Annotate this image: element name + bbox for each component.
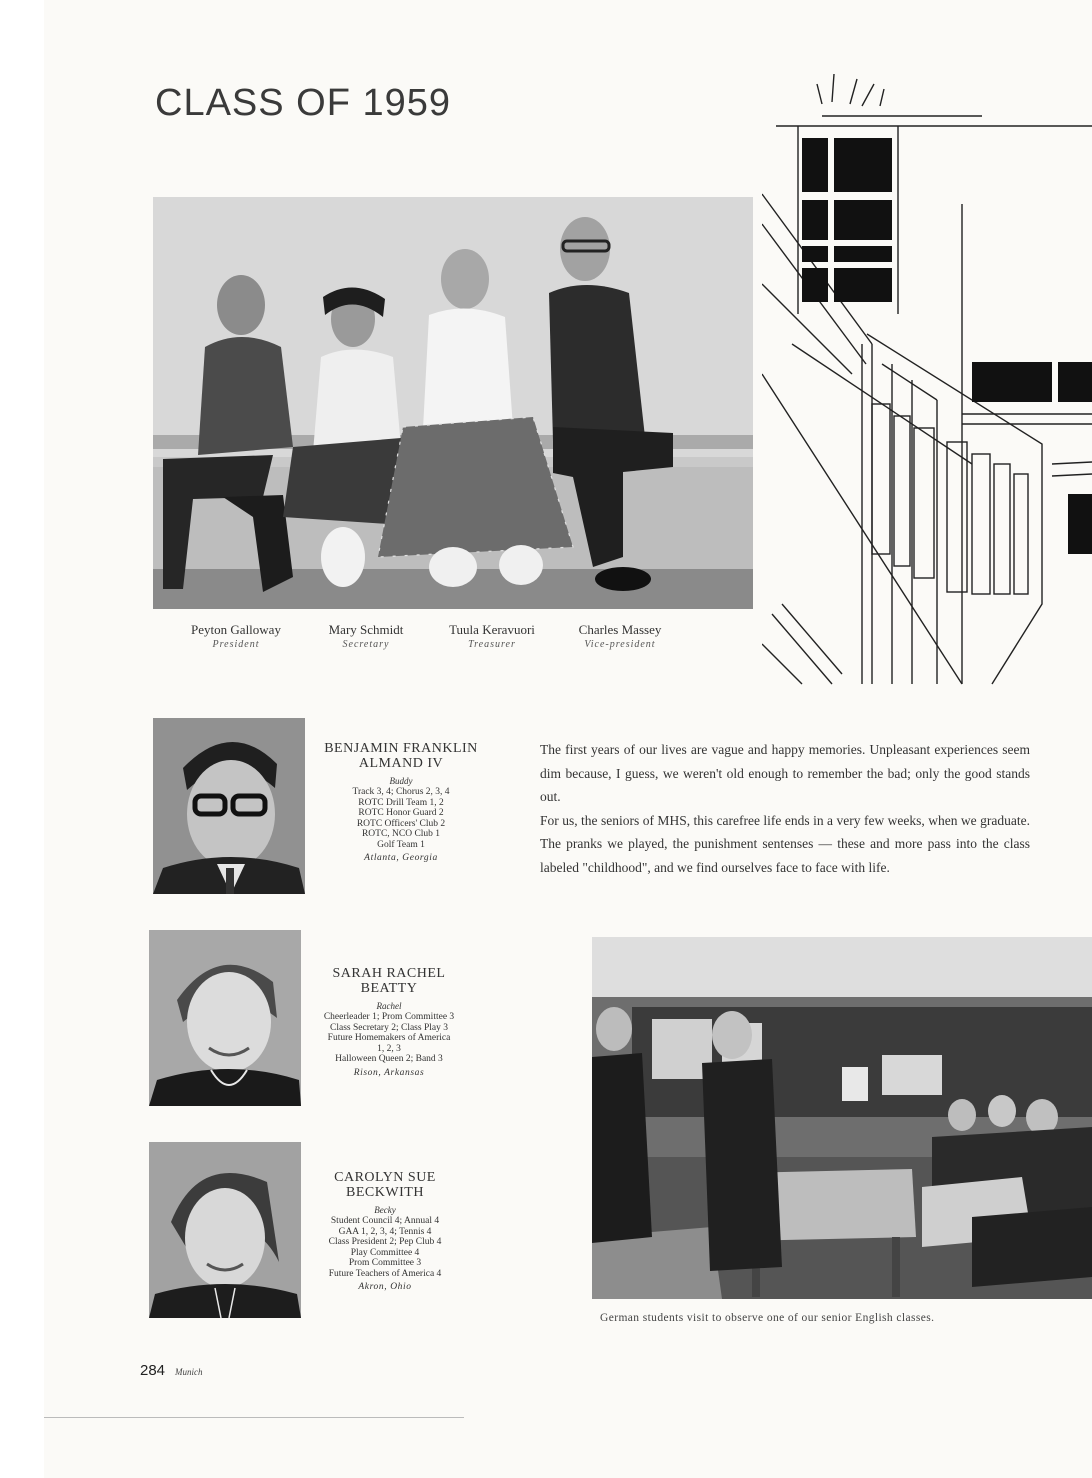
page-number: 284: [140, 1362, 166, 1379]
intro-paragraph: For us, the seniors of MHS, this carefree life ends in a very few weeks, when we graduate. The pranks we played, the punishment sentenses — these and more pass into the class labeled "childhood", and we find ourselves face to face with life.: [540, 812, 1030, 875]
senior-name: BENJAMIN FRANKLIN: [324, 741, 478, 756]
senior-portrait: [153, 718, 305, 894]
senior-name: SARAH RACHEL: [332, 966, 446, 981]
senior-name: CAROLYN SUE: [334, 1170, 436, 1185]
classroom-photo: [592, 937, 1092, 1299]
senior-activity: ROTC Officers' Club 2: [356, 818, 446, 829]
senior-activity: Golf Team 1: [377, 839, 425, 850]
senior-activity: GAA 1, 2, 3, 4; Tennis 4: [338, 1226, 432, 1237]
senior-nickname: Becky: [374, 1205, 396, 1215]
senior-activity: Halloween Queen 2; Band 3: [335, 1054, 443, 1064]
senior-hometown: Rison, Arkansas: [353, 1067, 425, 1078]
intro-paragraph: The first years of our lives are vague and happy memories. Unpleasant experiences seem dim because, I guess, we weren't old enough to remember the bad; only the good stands out.: [540, 742, 1030, 804]
officer-caption: [422, 622, 562, 651]
location-label: Munich: [175, 1367, 203, 1377]
page-title: CLASS OF 1959: [155, 82, 452, 124]
senior-hometown: Atlanta, Georgia: [364, 853, 438, 863]
senior-activity: ROTC Drill Team 1, 2: [358, 797, 444, 808]
officer-role: Vice-president: [584, 639, 656, 650]
senior-name: ALMAND IV: [358, 756, 444, 771]
page-folio: [140, 1362, 203, 1380]
senior-activity: Class President 2; Pep Club 4: [328, 1237, 442, 1247]
officer-role: Secretary: [342, 639, 390, 650]
senior-nickname: Rachel: [376, 1001, 402, 1011]
senior-portrait: [149, 930, 301, 1106]
class-intro-text: [540, 738, 1030, 879]
page-edge: [0, 0, 44, 1478]
senior-activity: Class Secretary 2; Class Play 3: [330, 1022, 448, 1033]
officer-role: Treasurer: [468, 639, 516, 650]
officer-name: Mary Schmidt: [328, 622, 404, 637]
officer-name: Charles Massey: [578, 622, 662, 637]
bottom-rule: [44, 1417, 464, 1418]
officer-caption: [166, 622, 306, 651]
senior-hometown: Akron, Ohio: [358, 1282, 412, 1292]
senior-portrait: [149, 1142, 301, 1318]
senior-activity: Prom Committee 3: [348, 1258, 422, 1268]
senior-name: BEATTY: [360, 981, 418, 996]
officer-name: Tuula Keravuori: [449, 622, 535, 637]
senior-activity: ROTC Honor Guard 2: [358, 808, 444, 818]
senior-activity: ROTC, NCO Club 1: [361, 829, 441, 839]
senior-activity: Cheerleader 1; Prom Committee 3: [323, 1012, 455, 1022]
senior-activity: Future Teachers of America 4: [328, 1268, 442, 1279]
officer-name: Peyton Galloway: [191, 622, 281, 637]
senior-bio: [290, 1170, 480, 1293]
senior-bio: [294, 966, 484, 1079]
officer-captions: [150, 622, 690, 662]
senior-activity: Play Committee 4: [350, 1247, 420, 1258]
officer-caption: [550, 622, 690, 651]
classroom-photo-caption: German students visit to observe one of our senior English classes.: [600, 1312, 935, 1324]
senior-activity: Student Council 4; Annual 4: [330, 1216, 440, 1226]
senior-activity: Future Homemakers of America: [327, 1033, 451, 1043]
officer-caption: [296, 622, 436, 651]
school-building-drawing: [762, 44, 1092, 704]
senior-bio: [306, 741, 496, 864]
senior-activity: Track 3, 4; Chorus 2, 3, 4: [352, 787, 450, 797]
senior-nickname: Buddy: [389, 776, 413, 786]
officer-role: President: [212, 639, 260, 650]
senior-activity: 1, 2, 3: [377, 1043, 401, 1054]
senior-name: BECKWITH: [346, 1185, 424, 1200]
officers-group-photo: [153, 197, 753, 609]
